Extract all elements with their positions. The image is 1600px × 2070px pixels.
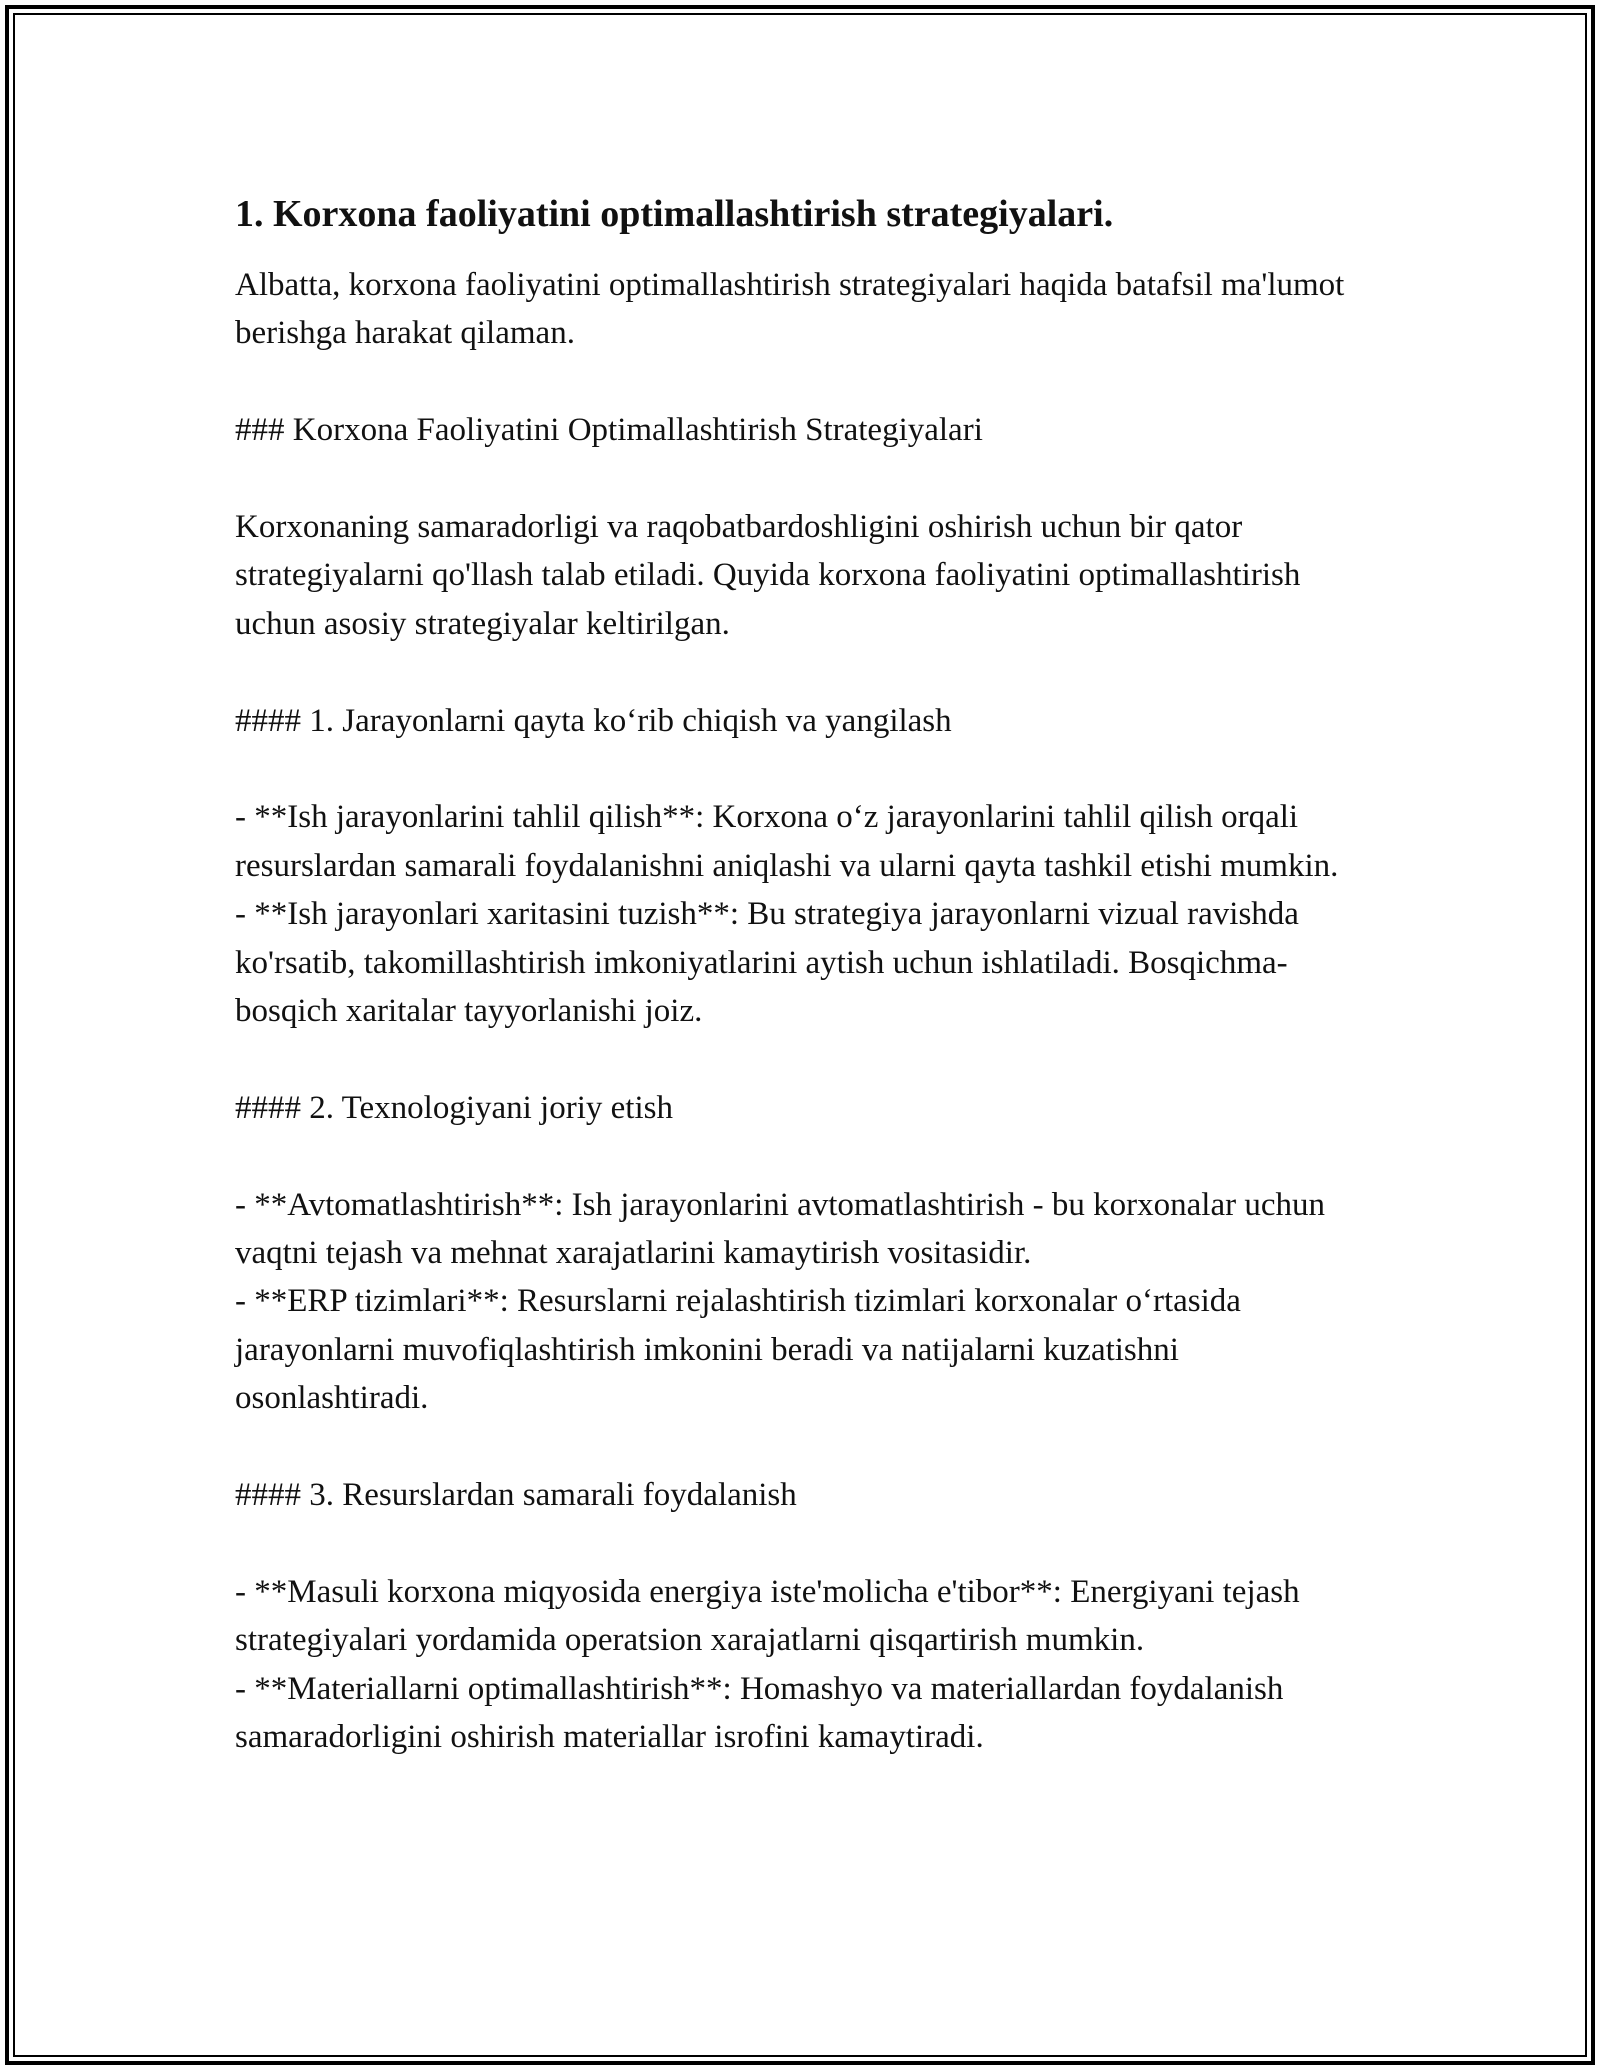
list-item: - **Materiallarni optimallashtirish**: Homashyo va materiallardan foydalanish samaradorligini oshirish materiallar isrofini kamaytiradi.: [235, 1670, 1284, 1756]
document-title: 1. Korxona faoliyatini optimallashtirish strategiyalari.: [235, 193, 1114, 235]
intro-text: Albatta, korxona faoliyatini optimallashtirish strategiyalari haqida batafsil ma'lumot berishga harakat qilaman.: [235, 267, 1345, 352]
section-heading: #### 1. Jarayonlarni qayta ko‘rib chiqish va yangilash: [235, 702, 952, 739]
section-1-list: [235, 793, 1375, 1035]
lead-paragraph: [235, 503, 1375, 648]
section-heading: #### 3. Resurslardan samarali foydalanish: [235, 1477, 797, 1514]
section-3-list: [235, 1568, 1375, 1762]
section-2-heading-block: [235, 1084, 1375, 1132]
document-body: [235, 185, 1375, 1810]
list-item: - **Ish jarayonlarini tahlil qilish**: Korxona o‘z jarayonlarini tahlil qilish orqali resurslardan samarali foydalanishni aniqlashi va ularni qayta tashkil etishi mumkin.: [235, 799, 1339, 884]
list-item: - **Ish jarayonlari xaritasini tuzish**: Bu strategiya jarayonlarni vizual ravishda ko'rsatib, takomillashtirish imkoniyatlarini aytish uchun ishlatiladi. Bosqichma-bosqich xaritalar tayyorlanishi joiz.: [235, 896, 1299, 1030]
main-heading-paragraph: [235, 406, 1375, 454]
section-heading: #### 2. Texnologiyani joriy etish: [235, 1089, 673, 1126]
lead-text: Korxonaning samaradorligi va raqobatbardoshligini oshirish uchun bir qator strategiyalarni qo'llash talab etiladi. Quyida korxona faoliyatini optimallashtirish uchun asosiy strategiyalar keltirilgan.: [235, 509, 1301, 642]
section-3-heading-block: [235, 1471, 1375, 1519]
section-2-list: [235, 1181, 1375, 1423]
main-heading: ### Korxona Faoliyatini Optimallashtirish Strategiyalari: [235, 412, 983, 449]
list-item: - **Avtomatlashtirish**: Ish jarayonlarini avtomatlashtirish - bu korxonalar uchun vaqtni tejash va mehnat xarajatlarini kamaytirish vositasidir.: [235, 1186, 1325, 1272]
list-item: - **Masuli korxona miqyosida energiya iste'molicha e'tibor**: Energiyani tejash strategiyalari yordamida operatsion xarajatlarni qisqartirish mumkin.: [235, 1573, 1300, 1659]
list-item: - **ERP tizimlari**: Resurslarni rejalashtirish tizimlari korxonalar o‘rtasida jarayonlarni muvofiqlashtirish imkonini beradi va natijalarni kuzatishni osonlashtiradi.: [235, 1283, 1241, 1417]
intro-paragraph: [235, 261, 1375, 358]
section-1-heading-block: [235, 697, 1375, 745]
